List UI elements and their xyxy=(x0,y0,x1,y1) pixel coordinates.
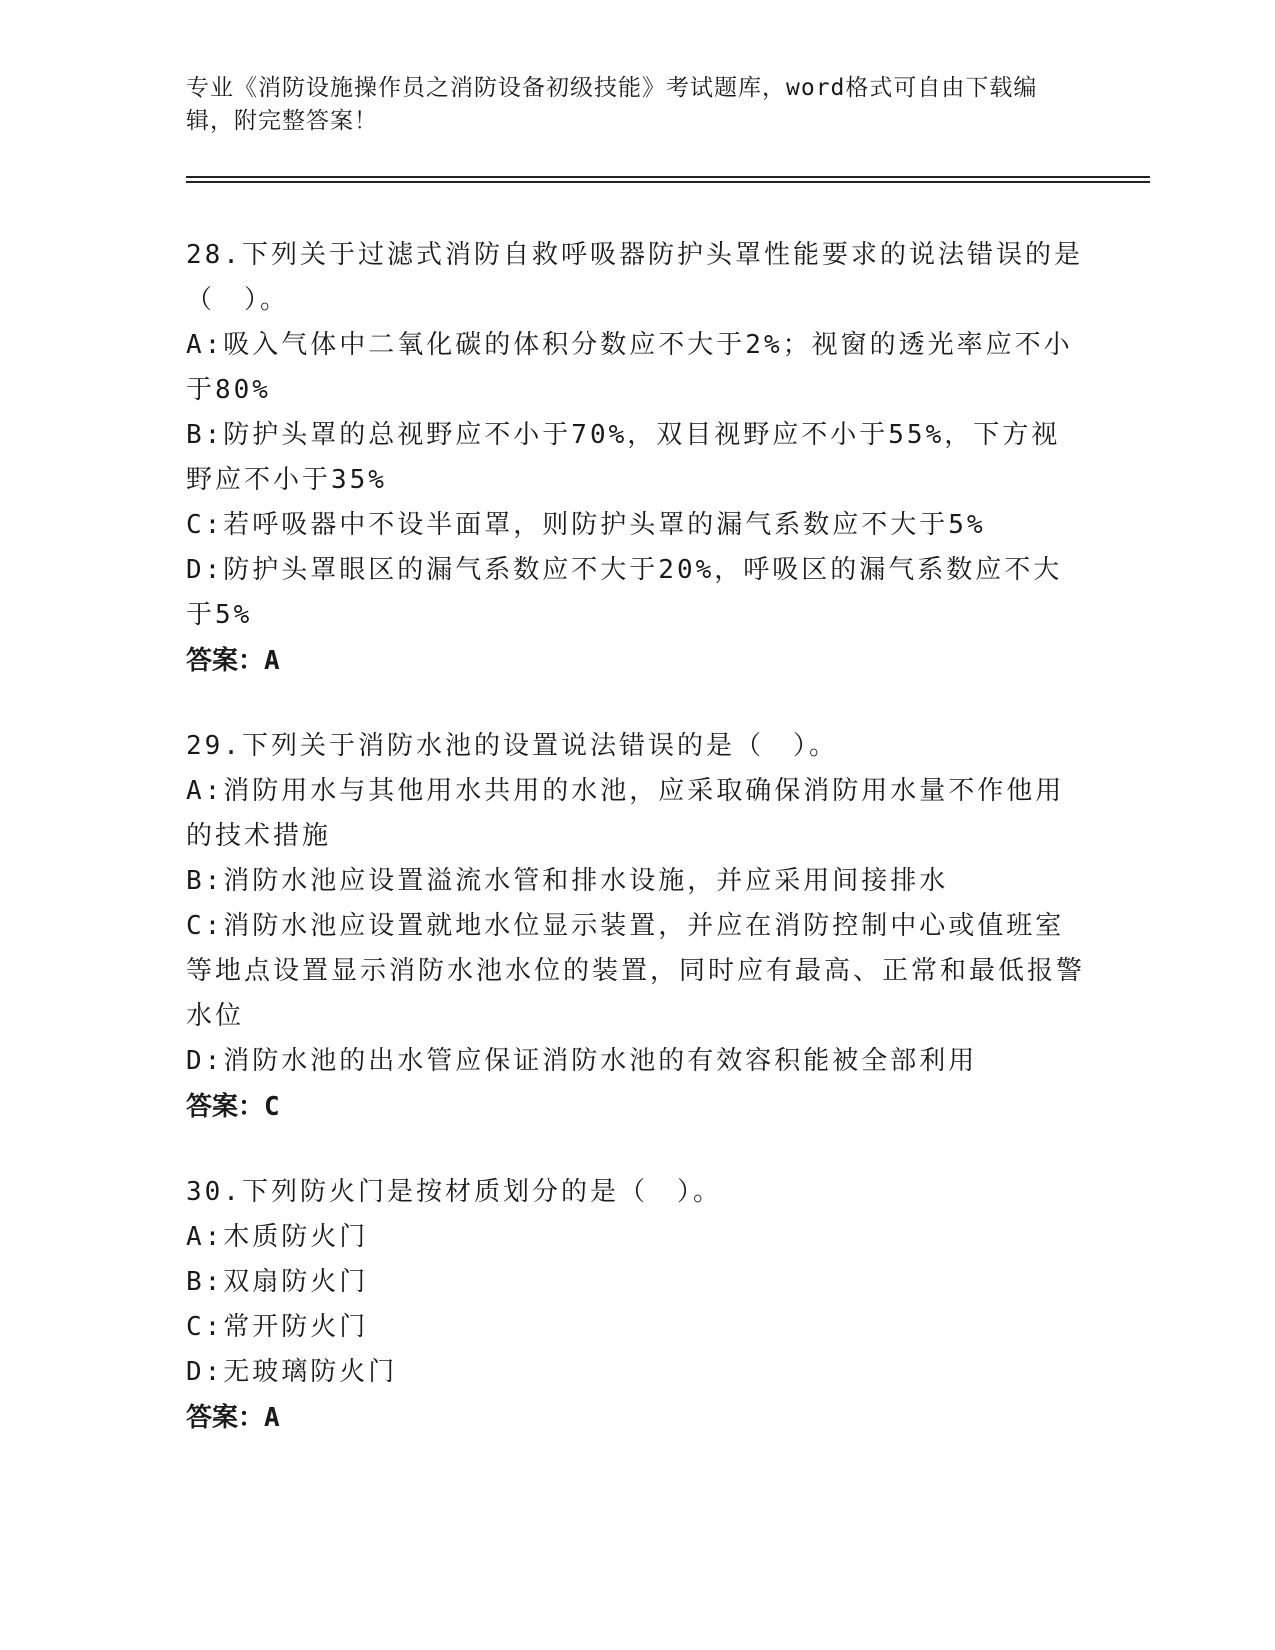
option-c: C:消防水池应设置就地水位显示装置，并应在消防控制中心或值班室等地点设置显示消防水池水位的装置，同时应有最高、正常和最低报警水位 xyxy=(186,911,1086,1031)
option-d: D:无玻璃防火门 xyxy=(186,1357,398,1387)
header-divider-bottom xyxy=(186,181,1150,183)
answer-line: 答案：A xyxy=(186,1403,280,1433)
option-d: D:防护头罩眼区的漏气系数应不大于20%，呼吸区的漏气系数应不大于5% xyxy=(186,555,1063,630)
option-b: B:消防水池应设置溢流水管和排水设施，并应采用间接排水 xyxy=(186,866,949,896)
document-header: 专业《消防设施操作员之消防设备初级技能》考试题库，word格式可自由下载编辑，附完整答案！ xyxy=(186,75,1038,134)
option-b: B:防护头罩的总视野应不小于70%，双目视野应不小于55%，下方视野应不小于35% xyxy=(186,420,1061,495)
option-a: A:吸入气体中二氧化碳的体积分数应不大于2%；视窗的透光率应不小于80% xyxy=(186,330,1073,405)
answer-line: 答案：A xyxy=(186,646,280,676)
header-divider-top xyxy=(186,176,1150,178)
option-a: A:木质防火门 xyxy=(186,1222,369,1252)
option-c: C:若呼吸器中不设半面罩，则防护头罩的漏气系数应不大于5% xyxy=(186,510,986,540)
question-30 xyxy=(186,1170,1086,1441)
option-a: A:消防用水与其他用水共用的水池，应采取确保消防用水量不作他用的技术措施 xyxy=(186,776,1065,851)
question-stem: 28.下列关于过滤式消防自救呼吸器防护头罩性能要求的说法错误的是（ ）。 xyxy=(186,240,1083,315)
question-stem: 30.下列防火门是按材质划分的是（ ）。 xyxy=(186,1177,722,1207)
option-d: D:消防水池的出水管应保证消防水池的有效容积能被全部利用 xyxy=(186,1046,978,1076)
answer-line: 答案：C xyxy=(186,1092,280,1122)
question-list xyxy=(186,233,1086,1481)
question-stem: 29.下列关于消防水池的设置说法错误的是（ ）。 xyxy=(186,731,838,761)
option-c: C:常开防火门 xyxy=(186,1312,369,1342)
question-28 xyxy=(186,233,1086,684)
question-29 xyxy=(186,724,1086,1130)
option-b: B:双扇防火门 xyxy=(186,1267,369,1297)
